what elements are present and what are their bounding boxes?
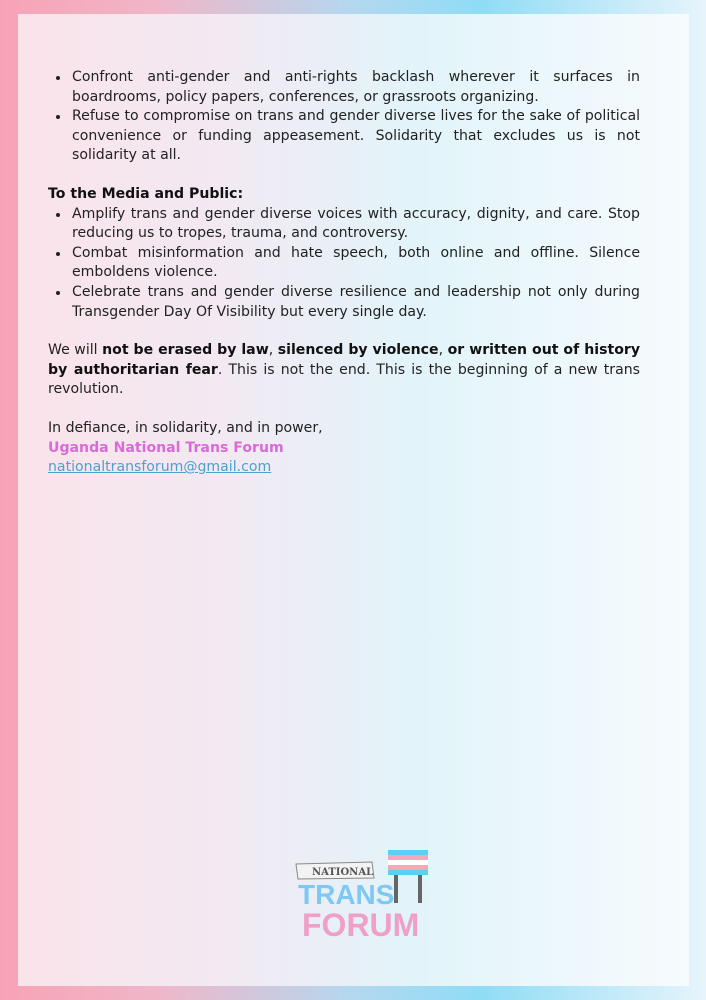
national-trans-forum-logo bbox=[294, 848, 434, 943]
arm-shape bbox=[418, 875, 422, 903]
signoff bbox=[48, 419, 640, 478]
list-item: Amplify trans and gender diverse voices with accuracy, dignity, and care. Stop reducing us to tropes, trauma, and controversy. bbox=[72, 205, 640, 244]
flag-stripe bbox=[388, 850, 428, 855]
signoff-line: In defiance, in solidarity, and in power, bbox=[48, 419, 323, 436]
content bbox=[48, 68, 640, 478]
organization-name: Uganda National Trans Forum bbox=[48, 439, 284, 456]
closing-paragraph: We will not be erased by law, silenced by violence, or written out of history by authoritarian fear. This is not the end. This is the beginning of a new trans revolution. bbox=[48, 342, 641, 398]
flag-stripe bbox=[388, 870, 428, 875]
logo-word-national: NATIONAL bbox=[312, 867, 374, 878]
flag-stripe bbox=[388, 865, 428, 870]
flag-stripe bbox=[388, 860, 428, 865]
media-heading: To the Media and Public: bbox=[48, 185, 244, 202]
banner-icon bbox=[296, 862, 374, 879]
list-item: Celebrate trans and gender diverse resilience and leadership not only during Transgender Day Of Visibility but every single day. bbox=[72, 283, 640, 322]
flag-stripe bbox=[388, 855, 428, 860]
list-item: Combat misinformation and hate speech, both online and offline. Silence emboldens violence. bbox=[72, 244, 640, 283]
list-item: Confront anti-gender and anti-rights backlash wherever it surfaces in boardrooms, policy papers, conferences, or grassroots organizing. bbox=[72, 68, 640, 107]
media-list bbox=[48, 205, 640, 323]
logo-word-forum: FORUM bbox=[302, 907, 420, 943]
document-page bbox=[18, 14, 689, 986]
email-link[interactable]: nationaltransforum@gmail.com bbox=[48, 459, 272, 476]
arm-shape bbox=[394, 875, 398, 903]
list-item: Refuse to compromise on trans and gender diverse lives for the sake of political convenience or funding appeasement. Solidarity that excludes us is not solidarity at all. bbox=[72, 107, 640, 166]
logo-word-trans: TRANS bbox=[298, 879, 395, 910]
demands-list bbox=[48, 68, 640, 166]
